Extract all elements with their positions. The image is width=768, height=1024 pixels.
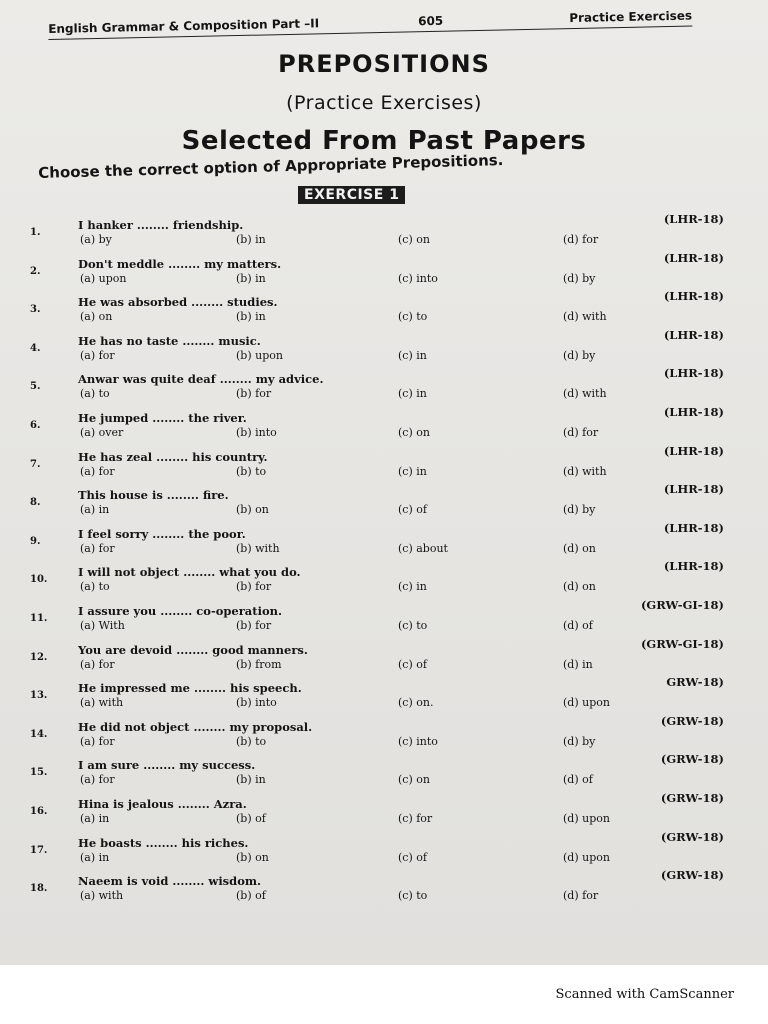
question-source: (GRW-18): [660, 713, 724, 728]
question-stem: He has zeal ........ his country.: [78, 449, 268, 464]
option-b: (b) on: [236, 503, 269, 517]
question-source: (LHR-18): [663, 559, 724, 574]
question-row: [0, 250, 768, 295]
instruction: Choose the correct option of Appropriate Prepositions.: [38, 151, 504, 182]
option-d: (d) with: [563, 387, 607, 401]
option-a: (a) over: [80, 426, 124, 439]
question-number: 11.: [30, 613, 48, 624]
book-title: English Grammar & Composition Part –II: [48, 16, 320, 36]
option-a: (a) for: [80, 773, 115, 787]
exercise-label: EXERCISE 1: [298, 186, 405, 204]
option-d: (d) upon: [563, 850, 610, 864]
question-row: [0, 327, 768, 372]
option-b: (b) to: [236, 464, 267, 478]
option-d: (d) by: [563, 348, 596, 362]
question-row: [0, 675, 768, 719]
option-b: (b) in: [236, 310, 266, 324]
option-b: (b) in: [236, 773, 266, 787]
option-a: (a) with: [80, 696, 124, 710]
question-source: (LHR-18): [663, 443, 724, 458]
question-source: (LHR-18): [663, 327, 724, 342]
option-a: (a) to: [80, 387, 110, 401]
option-a: (a) to: [80, 580, 110, 594]
question-source: (LHR-18): [663, 405, 724, 419]
option-c: (c) on.: [398, 696, 434, 710]
question-stem: Hina is jealous ........ Azra.: [78, 797, 247, 811]
option-c: (c) on: [398, 773, 430, 787]
option-b: (b) for: [236, 619, 272, 632]
scanner-watermark: Scanned with CamScanner: [555, 987, 734, 1002]
option-a: (a) for: [80, 657, 115, 671]
question-stem: I assure you ........ co-operation.: [78, 604, 282, 618]
option-d: (d) with: [563, 464, 607, 478]
question-source: (GRW-18): [660, 752, 724, 767]
option-a: (a) on: [80, 310, 113, 324]
option-d: (d) of: [563, 619, 593, 632]
question-number: 5.: [30, 381, 41, 393]
question-number: 2.: [30, 265, 41, 277]
option-c: (c) into: [398, 734, 438, 748]
question-row: [0, 520, 768, 565]
question-stem: He did not object ........ my proposal.: [78, 719, 313, 734]
option-d: (d) upon: [563, 812, 610, 825]
option-a: (a) for: [80, 541, 115, 555]
option-c: (c) of: [398, 850, 427, 864]
question-stem: I will not object ........ what you do.: [78, 565, 301, 580]
question-stem: I hanker ........ friendship.: [78, 218, 244, 232]
question-number: 6.: [30, 420, 41, 431]
option-a: (a) by: [80, 233, 112, 246]
question-row: [0, 405, 768, 449]
option-d: (d) by: [563, 503, 596, 517]
question-number: 18.: [30, 883, 48, 895]
option-d: (d) for: [563, 233, 599, 246]
option-b: (b) of: [236, 889, 266, 903]
option-a: (a) in: [80, 503, 110, 517]
question-row: [0, 636, 768, 681]
question-stem: He was absorbed ........ studies.: [78, 295, 278, 310]
option-c: (c) to: [398, 310, 428, 324]
option-b: (b) of: [236, 812, 266, 825]
question-number: 12.: [30, 651, 48, 663]
question-source: (GRW-18): [660, 829, 724, 844]
option-c: (c) to: [398, 619, 428, 632]
question-row: [0, 212, 768, 256]
option-d: (d) on: [563, 541, 596, 555]
page-heading: Selected From Past Papers: [181, 126, 587, 156]
question-row: [0, 482, 768, 526]
question-stem: Anwar was quite deaf ........ my advice.: [78, 372, 324, 387]
option-c: (c) in: [398, 348, 427, 362]
option-d: (d) in: [563, 657, 593, 671]
option-b: (b) upon: [236, 348, 283, 362]
option-c: (c) in: [398, 387, 427, 401]
option-b: (b) to: [236, 734, 267, 748]
question-row: [0, 289, 768, 333]
question-row: [0, 713, 768, 758]
question-stem: He jumped ........ the river.: [78, 411, 247, 425]
option-b: (b) into: [236, 426, 277, 439]
question-source: (LHR-18): [663, 482, 724, 497]
question-source: (LHR-18): [663, 212, 724, 226]
question-number: 1.: [30, 227, 41, 238]
question-row: [0, 752, 768, 796]
question-source: (GRW-18): [660, 791, 724, 805]
question-stem: He boasts ........ his riches.: [78, 835, 249, 850]
option-a: (a) for: [80, 734, 115, 748]
option-c: (c) of: [398, 503, 427, 517]
option-c: (c) in: [398, 464, 427, 478]
question-source: (LHR-18): [663, 289, 724, 304]
question-stem: Naeem is void ........ wisdom.: [78, 874, 262, 889]
question-source: (GRW-GI-18): [640, 598, 724, 612]
question-source: (GRW-GI-18): [640, 636, 724, 651]
question-stem: He impressed me ........ his speech.: [78, 681, 302, 696]
question-row: [0, 443, 768, 488]
option-d: (d) of: [563, 773, 593, 787]
option-c: (c) on: [398, 233, 430, 246]
option-c: (c) of: [398, 657, 427, 671]
question-number: 15.: [30, 767, 48, 779]
option-d: (d) by: [563, 271, 596, 285]
option-b: (b) on: [236, 850, 269, 864]
question-number: 13.: [30, 690, 48, 702]
question-number: 14.: [30, 728, 48, 740]
question-stem: This house is ........ fire.: [78, 488, 229, 503]
option-a: (a) upon: [80, 271, 127, 285]
question-stem: You are devoid ........ good manners.: [78, 642, 308, 657]
question-stem: I am sure ........ my success.: [78, 758, 256, 773]
option-d: (d) on: [563, 580, 596, 594]
option-d: (d) for: [563, 889, 599, 903]
option-b: (b) for: [236, 580, 272, 594]
page-number: 605: [418, 13, 444, 29]
option-d: (d) upon: [563, 696, 610, 710]
option-c: (c) into: [398, 271, 438, 285]
running-header: [48, 5, 692, 44]
question-row: [0, 829, 768, 874]
section-name: Practice Exercises: [569, 8, 693, 26]
question-stem: I feel sorry ........ the poor.: [78, 526, 246, 541]
question-number: 8.: [30, 497, 41, 509]
option-d: (d) for: [563, 426, 599, 439]
question-number: 4.: [30, 342, 41, 354]
question-number: 16.: [30, 806, 48, 817]
option-b: (b) in: [236, 233, 266, 246]
question-row: [0, 868, 768, 912]
question-source: (GRW-18): [660, 868, 724, 883]
question-stem: Don't meddle ........ my matters.: [78, 256, 282, 271]
option-a: (a) in: [80, 812, 110, 825]
question-source: (LHR-18): [663, 250, 724, 265]
option-b: (b) for: [236, 387, 272, 401]
page-subtitle: (Practice Exercises): [286, 92, 482, 114]
question-source: (LHR-18): [663, 520, 724, 535]
question-source: GRW-18): [666, 675, 724, 690]
option-c: (c) about: [398, 541, 448, 555]
option-b: (b) in: [236, 271, 266, 285]
option-c: (c) for: [398, 812, 433, 825]
option-a: (a) for: [80, 348, 115, 362]
option-c: (c) to: [398, 889, 428, 903]
question-row: [0, 366, 768, 410]
question-source: (LHR-18): [663, 366, 724, 381]
question-number: 17.: [30, 844, 48, 856]
question-number: 10.: [30, 574, 48, 586]
option-a: (a) in: [80, 850, 110, 864]
option-c: (c) in: [398, 580, 427, 594]
question-stem: He has no taste ........ music.: [78, 333, 261, 348]
question-number: 3.: [30, 304, 41, 316]
option-c: (c) on: [398, 426, 430, 439]
option-d: (d) by: [563, 734, 596, 748]
question-number: 9.: [30, 535, 41, 547]
option-a: (a) for: [80, 464, 115, 478]
option-b: (b) from: [236, 657, 282, 671]
option-a: (a) With: [80, 619, 125, 632]
option-a: (a) with: [80, 889, 124, 903]
question-row: [0, 791, 768, 835]
question-number: 7.: [30, 458, 41, 470]
page-title: PREPOSITIONS: [278, 50, 490, 78]
option-b: (b) into: [236, 696, 277, 710]
option-d: (d) with: [563, 310, 607, 324]
option-b: (b) with: [236, 541, 280, 555]
